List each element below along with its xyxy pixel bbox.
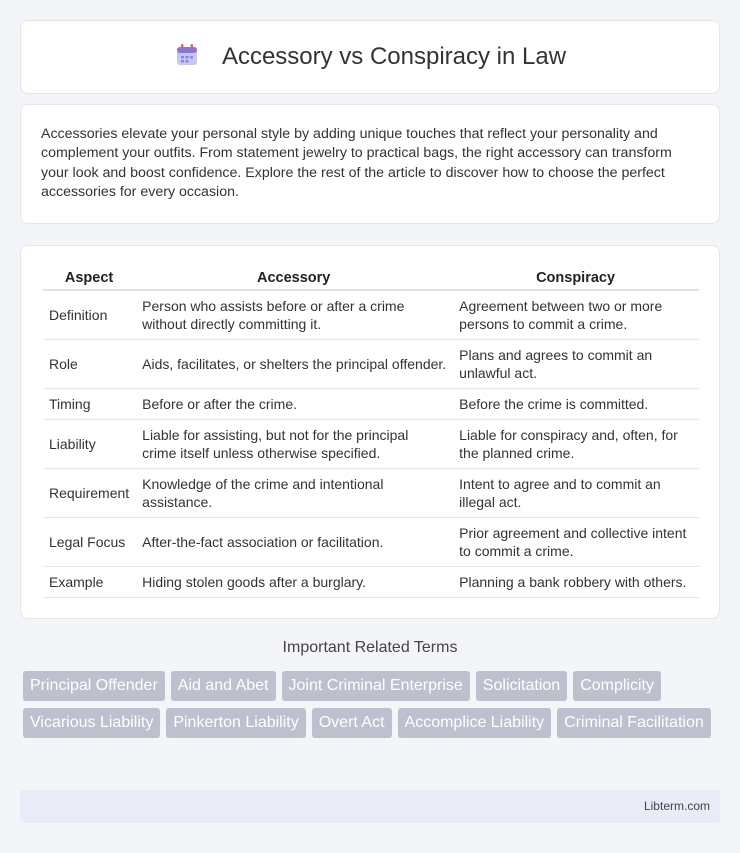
intro-text: Accessories elevate your personal style by adding unique touches that reflect your personality and complement your outfits. From statement jewelry to practical bags, the right accessory can transform your look and boost confidence. Explore the rest of the article to discover how to choose the perfect accessories for every occasion. <box>41 126 672 201</box>
calendar-icon <box>174 42 200 73</box>
column-header-conspiracy: Conspiracy <box>452 266 699 291</box>
table-row <box>43 389 699 420</box>
table-cell: Liable for conspiracy and, often, for the planned crime. <box>452 420 699 469</box>
table-cell: Plans and agrees to commit an unlawful act. <box>452 340 699 389</box>
table-row <box>43 340 699 389</box>
comparison-table <box>43 266 699 598</box>
related-term-tag[interactable]: Criminal Facilitation <box>557 708 711 738</box>
table-cell: Aids, facilitates, or shelters the principal offender. <box>135 340 452 389</box>
table-row <box>43 291 699 340</box>
table-header-row <box>43 266 699 291</box>
table-cell: Before the crime is committed. <box>452 389 699 420</box>
table-cell: Planning a bank robbery with others. <box>452 567 699 598</box>
table-cell: Legal Focus <box>43 518 135 567</box>
related-term-tag[interactable]: Complicity <box>573 671 661 701</box>
intro-card <box>20 104 720 224</box>
comparison-table-card <box>20 245 720 619</box>
table-cell: Before or after the crime. <box>135 389 452 420</box>
related-term-tag[interactable]: Aid and Abet <box>171 671 276 701</box>
table-row <box>43 420 699 469</box>
related-term-tag[interactable]: Joint Criminal Enterprise <box>282 671 470 701</box>
related-term-tag[interactable]: Accomplice Liability <box>398 708 552 738</box>
table-row <box>43 469 699 518</box>
table-cell: Prior agreement and collective intent to commit a crime. <box>452 518 699 567</box>
footer <box>20 790 720 823</box>
table-cell: Hiding stolen goods after a burglary. <box>135 567 452 598</box>
page-title: Accessory vs Conspiracy in Law <box>221 43 567 70</box>
related-term-tag[interactable]: Pinkerton Liability <box>166 708 305 738</box>
related-terms-list <box>23 671 723 738</box>
table-row <box>43 518 699 567</box>
column-header-aspect: Aspect <box>43 266 135 291</box>
table-cell: Agreement between two or more persons to commit a crime. <box>452 291 699 340</box>
table-cell: Definition <box>43 291 135 340</box>
table-cell: Example <box>43 567 135 598</box>
column-header-accessory: Accessory <box>135 266 452 291</box>
table-row <box>43 567 699 598</box>
related-term-tag[interactable]: Principal Offender <box>23 671 165 701</box>
table-cell: Liable for assisting, but not for the principal crime itself unless otherwise specified. <box>135 420 452 469</box>
header <box>174 42 566 73</box>
related-term-tag[interactable]: Solicitation <box>476 671 567 701</box>
table-cell: Intent to agree and to commit an illegal act. <box>452 469 699 518</box>
table-cell: Liability <box>43 420 135 469</box>
table-cell: Role <box>43 340 135 389</box>
related-term-tag[interactable]: Vicarious Liability <box>23 708 160 738</box>
footer-site-link[interactable]: Libterm.com <box>643 799 710 813</box>
related-term-tag[interactable]: Overt Act <box>312 708 392 738</box>
table-cell: Person who assists before or after a crime without directly committing it. <box>135 291 452 340</box>
related-terms-title: Important Related Terms <box>282 639 458 656</box>
table-cell: Timing <box>43 389 135 420</box>
table-cell: Requirement <box>43 469 135 518</box>
table-cell: After-the-fact association or facilitation. <box>135 518 452 567</box>
header-card <box>20 20 720 94</box>
table-cell: Knowledge of the crime and intentional assistance. <box>135 469 452 518</box>
